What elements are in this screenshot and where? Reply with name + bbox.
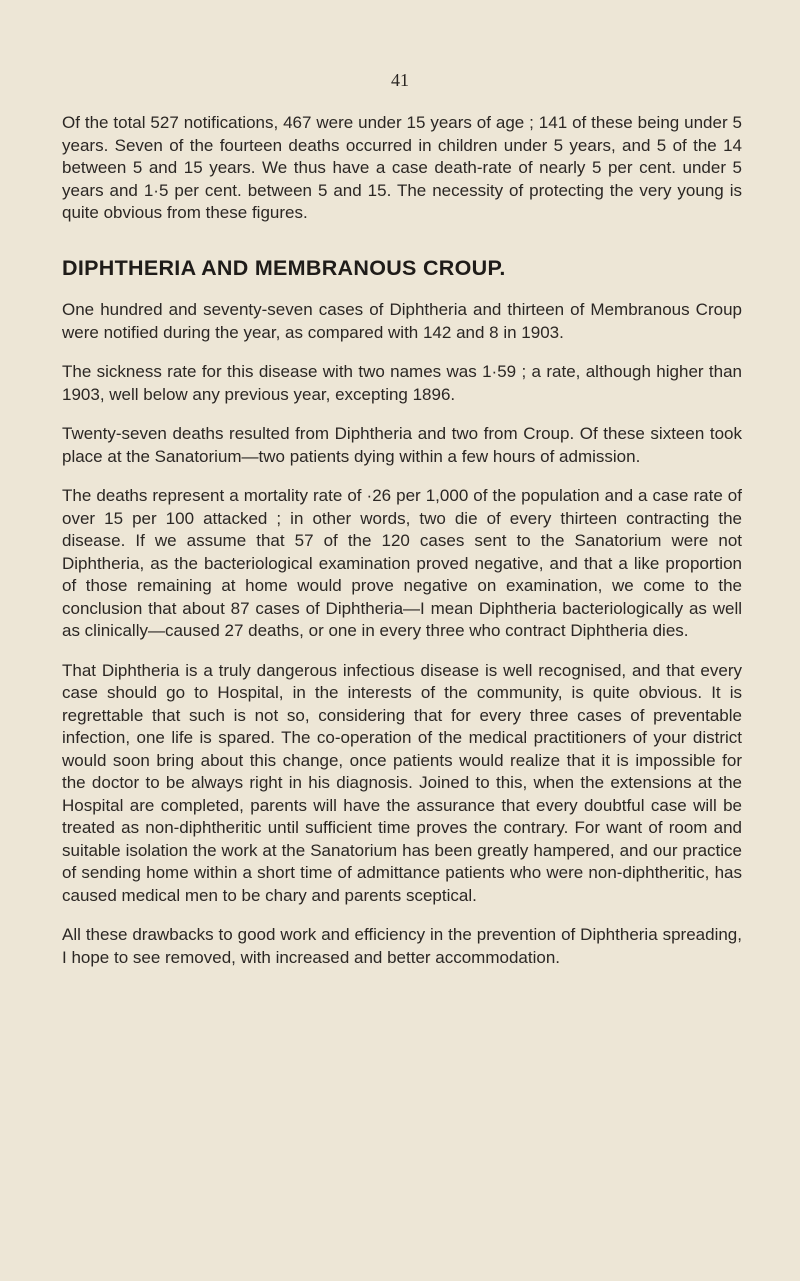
paragraph-deaths: Twenty-seven deaths resulted from Diphtheria and two from Croup. Of these sixteen took place at the Sanatorium—two patients dying within a few hours of admission.: [62, 424, 742, 466]
paragraph-mortality-rate: The deaths represent a mortality rate of ·26 per 1,000 of the population and a case rate of over 15 per 100 attacked ; in other words, two die of every thirteen contracting the disease. If we assume that 57 of the 120 cases sent to the Sanatorium were not Diphtheria, as the bacteriological examination proved negative, and that a like proportion of those remaining at home would prove negative on examination, we come to the conclusion that about 87 cases of Diphtheria—I mean Diphtheria bacteriologically as well as clinically—caused 27 deaths, or one in every three who contract Diphtheria dies.: [62, 486, 742, 640]
intro-paragraph: Of the total 527 notifications, 467 were under 15 years of age ; 141 of these being under 5 years. Seven of the fourteen deaths occurred in children under 5 years, and 5 of the 14 between 5 and 15 years. We thus have a case death-rate of nearly 5 per cent. under 5 years and 1·5 per cent. between 5 and 15. The necessity of protecting the very young is quite obvious from these figures.: [62, 113, 742, 222]
section-heading: DIPHTHERIA AND MEMBRANOUS CROUP.: [62, 255, 506, 280]
page-number: 41: [391, 70, 409, 90]
paragraph-conclusion: All these drawbacks to good work and efficiency in the prevention of Diphtheria spreading, I hope to see removed, with increased and better accommodation.: [62, 925, 742, 967]
paragraph-hospital: That Diphtheria is a truly dangerous infectious disease is well recognised, and that every case should go to Hospital, in the interests of the community, is quite obvious. It is regrettable that such is not so, considering that for every three cases of preventable infection, one life is spared. The co-operation of the medical practitioners of your district would soon bring about this change, once patients would realize that it is impossible for the doctor to be always right in his diagnosis. Joined to this, when the extensions at the Hospital are completed, parents will have the assurance that every doubtful case will be treated as non-diphtheritic until sufficient time proves the contrary. For want of room and suitable isolation the work at the Sanatorium has been greatly hampered, and our practice of sending home within a short time of admittance patients who were non-diphtheritic, has caused medical men to be chary and parents sceptical.: [62, 660, 742, 905]
paragraph-sickness-rate: The sickness rate for this disease with two names was 1·59 ; a rate, although higher than 1903, well below any previous year, excepting 1896.: [62, 362, 742, 404]
page-content: [62, 112, 742, 969]
paragraph-notifications: One hundred and seventy-seven cases of Diphtheria and thirteen of Membranous Croup were notified during the year, as compared with 142 and 8 in 1903.: [62, 300, 742, 342]
